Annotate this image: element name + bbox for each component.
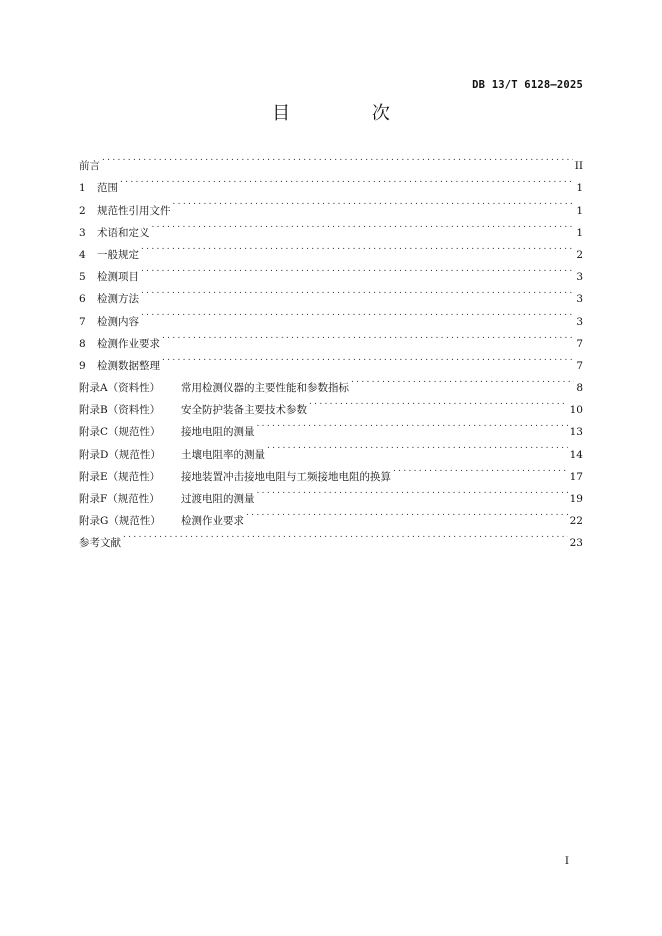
toc-entry-1[interactable] (79, 169, 583, 195)
table-of-contents (79, 147, 583, 550)
toc-page-number: 3 (576, 293, 583, 306)
page-number: I (564, 855, 569, 867)
toc-page-number: 19 (569, 493, 583, 505)
dot-leader (102, 147, 573, 169)
toc-entry-label: 检测方法 (97, 293, 139, 306)
toc-page-number: 3 (576, 271, 583, 284)
dot-leader (257, 480, 568, 502)
appendix-tag: 附录A（资料性） (79, 382, 161, 395)
appendix-tag: 附录F（规范性） (79, 493, 160, 505)
toc-page-number: 2 (576, 248, 583, 261)
appendix-tag: 附录D（规范性） (79, 448, 161, 461)
toc-entry-foreword[interactable] (79, 147, 583, 173)
toc-entry-label: 前言 (79, 160, 100, 173)
toc-entry-6[interactable] (79, 280, 583, 306)
toc-entry-8[interactable] (79, 325, 583, 350)
toc-page-number: 7 (576, 359, 583, 372)
toc-entry-3[interactable] (79, 214, 583, 239)
dot-leader (152, 214, 575, 236)
toc-page-number: 1 (576, 204, 583, 217)
toc-entry-4[interactable] (79, 236, 583, 261)
toc-entry-label: 检测数据整理 (97, 359, 160, 372)
document-code: DB 13/T 6128—2025 (472, 79, 583, 91)
appendix-tag: 附录G（规范性） (79, 515, 161, 528)
toc-entry-number: 5 (79, 271, 86, 284)
toc-entry-number: 8 (79, 337, 86, 350)
dot-leader (141, 236, 574, 258)
toc-entry-number: 7 (79, 315, 86, 328)
dot-leader (257, 413, 568, 435)
toc-entry-label: 规范性引用文件 (97, 204, 171, 217)
dot-leader (162, 347, 574, 369)
dot-leader (120, 169, 574, 191)
dot-leader (173, 191, 575, 213)
toc-entry-label: 接地装置冲击接地电阻与工频接地电阻的换算 (181, 470, 391, 483)
toc-entry-label: 过渡电阻的测量 (181, 493, 255, 505)
toc-entry-label: 术语和定义 (97, 226, 150, 239)
toc-entry-label: 检测作业要求 (97, 337, 160, 350)
toc-page-number: 14 (569, 448, 583, 461)
toc-entry-number: 3 (79, 226, 86, 239)
toc-page-number: II (574, 160, 583, 173)
toc-entry-label: 安全防护装备主要技术参数 (181, 404, 307, 417)
toc-page-number: 17 (569, 470, 583, 483)
appendix-tag: 附录B（资料性） (79, 404, 161, 417)
toc-page-number: 10 (569, 404, 583, 417)
dot-leader (309, 391, 568, 413)
toc-page-number: 1 (576, 182, 583, 195)
toc-entry-number: 2 (79, 204, 86, 217)
toc-entry-number: 1 (79, 182, 86, 195)
toc-entry-number: 4 (79, 248, 86, 261)
toc-page-number: 1 (576, 226, 583, 239)
toc-entry-label: 土壤电阻率的测量 (181, 448, 265, 461)
dot-leader (351, 369, 574, 391)
dot-leader (393, 458, 568, 480)
toc-page-number: 3 (576, 315, 583, 328)
toc-page-number: 8 (576, 382, 583, 395)
toc-page-number: 7 (576, 337, 583, 350)
dot-leader (123, 524, 568, 546)
toc-entry-bibliography[interactable] (79, 524, 583, 550)
dot-leader (162, 325, 574, 347)
dot-leader (141, 302, 574, 324)
toc-entry-5[interactable] (79, 258, 583, 284)
toc-entry-number: 6 (79, 293, 86, 306)
toc-entry-7[interactable] (79, 302, 583, 328)
dot-leader (246, 502, 568, 524)
toc-entry-label: 检测作业要求 (181, 515, 244, 528)
page-title: 目 次 (272, 103, 428, 124)
dot-leader (267, 435, 568, 457)
toc-entry-label: 检测内容 (97, 315, 139, 328)
toc-entry-label: 接地电阻的测量 (181, 426, 255, 439)
toc-entry-number: 9 (79, 359, 86, 372)
toc-page-number: 13 (569, 426, 583, 439)
dot-leader (141, 258, 574, 280)
toc-entry-label: 参考文献 (79, 537, 121, 550)
toc-entry-label: 检测项目 (97, 271, 139, 284)
toc-entry-label: 一般规定 (97, 248, 139, 261)
appendix-tag: 附录E（规范性） (79, 470, 161, 483)
toc-page-number: 23 (569, 537, 583, 550)
toc-entry-label: 范围 (97, 182, 118, 195)
dot-leader (141, 280, 574, 302)
toc-entry-label: 常用检测仪器的主要性能和参数指标 (181, 382, 349, 395)
toc-page-number: 22 (569, 515, 583, 528)
toc-entry-2[interactable] (79, 191, 583, 217)
appendix-tag: 附录C（规范性） (79, 426, 161, 439)
